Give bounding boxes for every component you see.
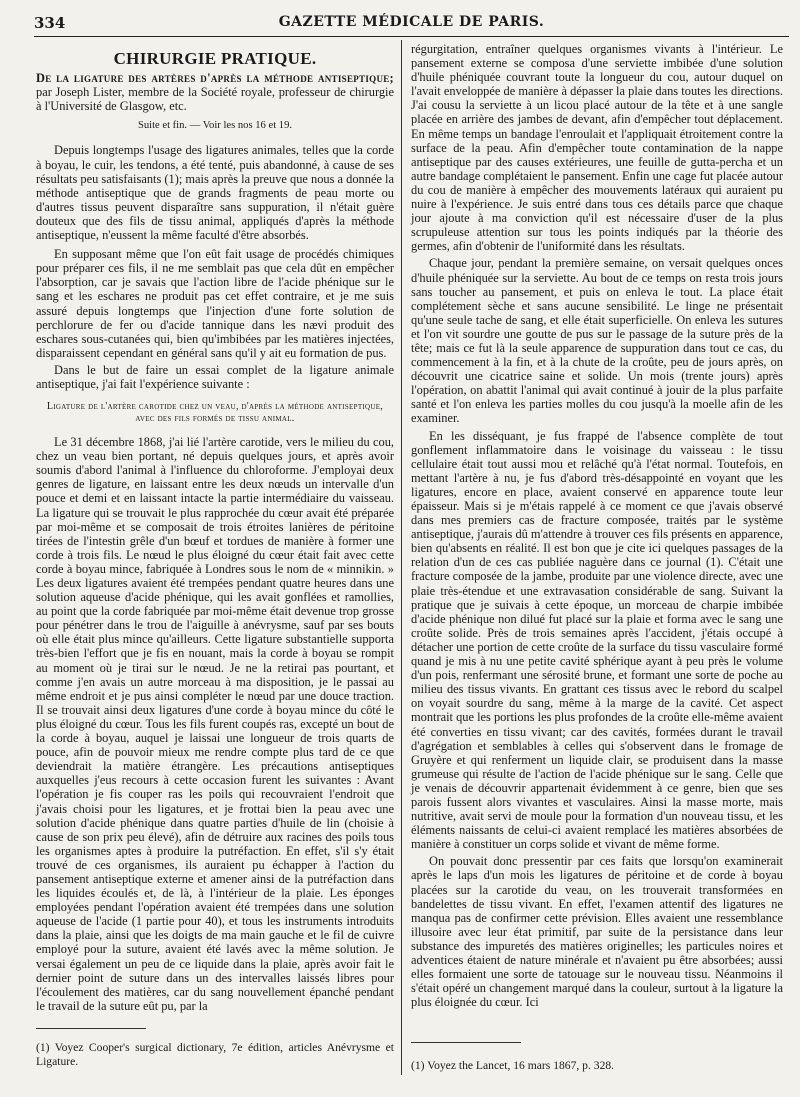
article-heading bbox=[36, 71, 394, 113]
journal-title: GAZETTE MÉDICALE DE PARIS. bbox=[278, 14, 545, 30]
right-column bbox=[411, 42, 783, 1009]
column-divider bbox=[401, 40, 402, 1075]
footnote-rule bbox=[36, 1028, 146, 1029]
paragraph: Le 31 décembre 1868, j'ai lié l'artère carotide, vers le milieu du cou, chez un veau bien portant, né depuis quelques jours, et après avoir soumis d'abord l'animal à l'influence du chloroforme. J'employai deux genres de ligature, en laissant entre les deux nœuds un intervalle d'un pouce et demi et en laissant intacte la partie intermédiaire du vaisseau. La ligature qui se trouvait le plus rapprochée du cœur avait été préparée par moi-même et se composait de trois étroites lanières de péritoine tirées de l'intestin grêle d'un bœuf et tordues de manière à former une corde à trois fils. Le nœud le plus éloigné du cœur était fait avec cette corde à boyau mince, fabriquée à Londres sous le nom de « minnikin. » Les deux ligatures avaient été trempées pendant quatre heures dans une solution aqueuse d'acide phénique, qui les avait gonflées et ramollies, au point que la corde fabriquée par moi-même était devenue trop grosse pour pénétrer dans le trou de l'aiguille à anévrysme, sauf par ses bouts où elle était plus mince qu'ailleurs. Cette ligature substantielle supporta très-bien l'effort que je fis en nouant, mais la corde à boyau se rompit au moment où je tirai sur le nœud. Je ne la retirai pas pourtant, et comme j'en avais un autre morceau à ma disposition, je le passai au même endroit et je pus ainsi compléter le nœud par une douce traction. Il se trouvait ainsi deux ligatures d'une corde à boyau mince du côté le plus éloigné du cœur. Tous les fils furent coupés ras, excepté un bout de la corde à boyau, auquel je laissai une longueur de trois quarts de pouce, afin de pouvoir mieux me rendre compte plus tard de ce que deviendrait la matière étrangère. Les précautions antiseptiques auxquelles j'eus recours à cette occasion furent les suivantes : Avant l'opération je fis couper ras les poils qui recouvraient l'endroit que j'avais choisi pour les ligatures, et je frottai bien la peau avec une solution d'acide phénique dans quatre parties d'huile de lin (choisie à cause de son prix peu élevé), afin de détruire aux racines des poils tous les organismes aptes à produire la putréfaction. En effet, s'il s'y était trouvé de ces organismes, ils auraient pu échapper à l'action du pansement antiseptique externe et amener ainsi de la putréfaction dans les liquides écoulés et, de là, à l'intérieur de la plaie. Les éponges employées pendant l'opération avaient été trempées dans une solution aqueuse de l'acide (1 partie pour 40), et tous les instruments introduits dans la plaie, ainsi que les doigts de ma main gauche et le fil de cuivre employé pour la suture, avaient été lavés avec la même solution. Je versai également un peu de ce liquide dans la plaie, après avoir fait le dernier point de suture dans un des intervalles laissés libres pour l'écoulement des matières, car du sang nouvellement épanché pendant le travail de la suture eût pu, par la bbox=[36, 435, 394, 1013]
suite-note: Suite et fin. — Voir les nos 16 et 19. bbox=[137, 120, 293, 132]
footnote-right: (1) Voyez the Lancet, 16 mars 1867, p. 328. bbox=[411, 1059, 615, 1072]
page-number: 334 bbox=[34, 14, 66, 32]
footnote-rule bbox=[411, 1042, 521, 1043]
section-title: CHIRURGIE PRATIQUE. bbox=[113, 49, 317, 68]
paragraph: En supposant même que l'on eût fait usage de procédés chimiques pour préparer ces fils, il ne me semblait pas que cela dût en empêcher l'absorption, car je savais que l'action libre de l'acide phénique sur le sang et les eschares ne produit pas cet effet contraire, et je me suis assuré depuis longtemps que l'injection d'une forte solution de perchlorure de fer ou d'acide tannique dans les nævi produit des eschares sous-cutanées qui, bien qu'imbibées par les matières injectées, disparaissent cependant en général sans qu'il y ait eu formation de pus. bbox=[36, 247, 394, 360]
paragraph: Chaque jour, pendant la première semaine, on versait quelques onces d'huile phéniquée sur la serviette. Au bout de ce temps on resta trois jours sans toucher au pansement, et puis on enleva le tout. La place était complétement sèche et sans aucune sensibilité. Le linge ne présentait qu'une seule tache de sang, et elle était superficielle. On enleva les sutures et l'on vit sourdre une goutte de pus sur le passage de la suture près de la tête; mais ce fut là la seule apparence de suppuration dans tout ce cas, du commencement à la fin, et à la chute de la croûte, peu de jours après, on découvrit une cicatrice saine et solide. Un mois (trente jours) après l'opération, on abattit l'animal qui avait continué à jouir de la plus parfaite santé et l'on enleva les parties molles du cou jusqu'à la moelle afin de les examiner. bbox=[411, 256, 783, 426]
paragraph: régurgitation, entraîner quelques organismes vivants à l'intérieur. Le pansement externe se composa d'une serviette imbibée d'une solution d'huile phéniquée couvrant toute la longueur du cou, autour duquel on l'avait enveloppée de manière à dépasser la plaie dans toutes les directions. J'ai cousu la serviette à un licou placé autour de la tête et à une sangle placée en arrière des jambes de devant, afin d'empêcher tout déplacement. En même temps un bandage l'enroulait et l'appliquait étroitement contre la surface de la peau. Afin d'empêcher toute contamination de la nappe antiseptique par des causes extérieures, une feuille de gutta-percha et un autre bandage complétaient le pansement. Enfin une cage fut placée autour du cou de manière à empêcher des mouvements latéraux qui auraient pu nuire à l'expérience. Je suis entré dans tous ces détails parce que chaque jour ajoute à ma conviction qu'il est nécessaire d'user de la plus scrupuleuse attention sur tous les points indiqués par la théorie des germes, afin d'obtenir de l'uniformité dans les résultats. bbox=[411, 42, 783, 254]
page-header bbox=[34, 8, 789, 37]
article-author-line: par Joseph Lister, membre de la Société royale, professeur de chirurgie à l'Université de Glasgow, etc. bbox=[36, 85, 394, 114]
paragraph: En les disséquant, je fus frappé de l'absence complète de tout gonflement inflammatoire dans le voisinage du vaisseau : le tissu cellulaire était tout aussi mou et relâché qu'à l'état normal. Toutefois, en mettant l'artère à nu, je fus d'abord très-désappointé en voyant que les ligatures, encore en place, avaient conservé en apparence toute leur épaisseur. Mais si je m'étais rappelé à ce moment ce que j'avais observé dans mes premiers cas de fracture composée, traités par le système antiseptique, j'aurais dû m'attendre à trouver ces fils présents en apparence, bien qu'absents en réalité. Il est bon que je cite ici quelques passages de la relation d'un de ces cas publiée naguère dans ce journal (1). C'était une fracture composée de la jambe, produite par une violence directe, avec une plaie très-étendue et une extravasation considérable de sang. Suivant la pratique que je suivais à cette époque, un morceau de charpie imbibée d'acide phénique non dilué fut placé sur la plaie et forma avec le sang une croûte solide. Près de trois semaines après l'accident, j'étais occupé à détacher une portion de cette croûte de la surface du tissu vasculaire formé quand je mis à nu une petite cavité sphérique ayant à peu près le volume d'un pois, renfermant une sérosité brune, et formant une sorte de poche au milieu des tissus vivants. En grattant ces tissus avec le rebord du scalpel on voyait sourdre du sang, même à la marge de la cavité. Cet aspect montrait que les portions les plus profondes de la croûte elle-même avaient été converties en tissu vivant; car des cavités, formées durant le travail d'agrégation et semblables à celles qui s'observent dans le fromage de Gruyère et qui renferment un liquide clair, se produisent dans la masse grumeuse qui résulte de l'action de l'acide phénique sur le sang. Celle que je venais de découvrir appartenait évidemment à ce genre, bien que ses parois fussent alors vivantes et vasculaires. Ainsi la masse morte, mais nutritive, avait servi de moule pour la formation d'un nouveau tissu, et les éléments naissants de celui-ci avaient remplacé les matières absorbées de manière à constituer un corps solide et vivant de même forme. bbox=[411, 428, 783, 852]
left-column bbox=[36, 40, 394, 1013]
paragraph: On pouvait donc pressentir par ces faits que lorsqu'on examinerait après le laps d'un mois les ligatures de péritoine et de corde à boyau placées sur la carotide du veau, on les trouverait transformées en bandelettes de tissu vivant. En effet, l'examen attentif des ligatures ne manqua pas de confirmer cette prévision. Elles avaient une ressemblance illusoire avec leur état primitif, par suite de la persistance dans leur substance des impuretés des matières originelles; les particules noires et adventices étaient de nature minérale et n'avaient pu être absorbées; aussi elles formaient une sorte de tatouage sur le nouveau tissu. Néanmoins il s'était opéré un changement marqué dans la couleur, surtout à la ligature la plus éloignée du cœur. Ici bbox=[411, 854, 783, 1010]
subheading: Ligature de l'artère carotide chez un veau, d'après la méthode antiseptique, avec des fils formés de tissu animal. bbox=[46, 401, 384, 425]
article-title: De la ligature des artères d'après la méthode antiseptique; bbox=[36, 71, 394, 86]
footnote-left: (1) Voyez Cooper's surgical dictionary, 7e édition, articles Anévrysme et Ligature. bbox=[36, 1041, 394, 1068]
paragraph: Depuis longtemps l'usage des ligatures animales, telles que la corde à boyau, le cuir, les tendons, a été tenté, puis abandonné, à cause de ses résultats peu satisfaisants (1); mais après la preuve que nous a donnée la méthode antiseptique que de grands fragments de peau morte ou d'autres tissus peuvent disparaître sans suppuration, il n'était guère douteux que des fils de tissu animal, appliqués d'après la méthode antiseptique, n'eussent la même faculté d'être absorbés. bbox=[36, 143, 394, 243]
paragraph: Dans le but de faire un essai complet de la ligature animale antiseptique, j'ai fait l'expérience suivante : bbox=[36, 362, 394, 391]
